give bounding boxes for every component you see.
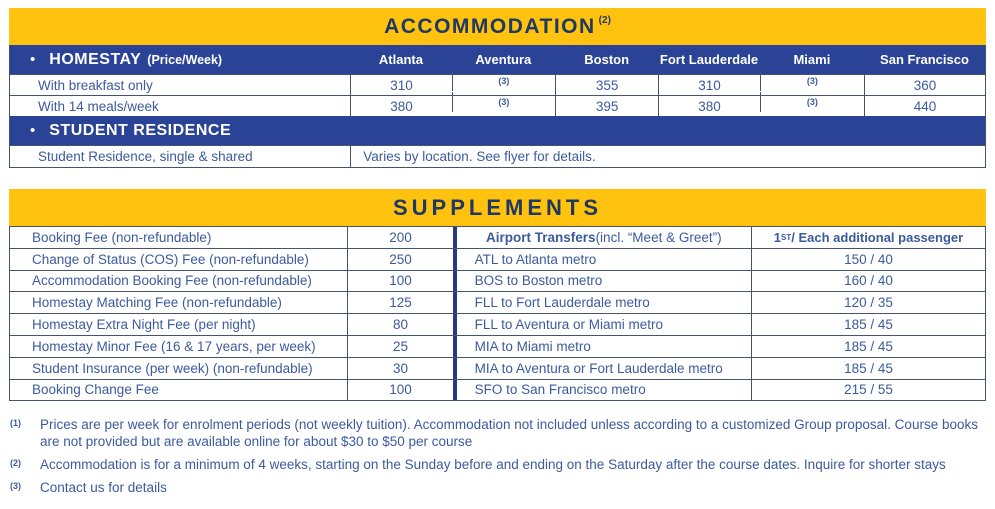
fee-label: Homestay Matching Fee (non-refundable) [32,295,282,311]
table-row [10,270,985,292]
footnote-ref-cell: (3) [452,92,555,112]
fee-label: Homestay Minor Fee (16 & 17 years, per week) [32,338,316,354]
row-label: Student Residence, single & shared [38,149,253,164]
footnote-marker: (1) [10,418,21,429]
transfer-label: MIA to Miami metro [453,336,751,357]
student-residence-title: STUDENT RESIDENCE [49,121,232,139]
price-list-document [9,8,986,496]
supplements-title: SUPPLEMENTS [392,194,603,220]
fee-label: Student Insurance (per week) (non-refundable) [32,360,313,376]
accommodation-title-bar [9,8,986,45]
transfer-price-header: 1 ST / Each additional passenger [751,227,985,248]
transfer-price: 185 / 45 [751,358,985,379]
homestay-header-row [10,45,985,74]
price-cell: 355 [555,75,658,95]
table-row [10,145,985,167]
price-cell: 310 [350,75,451,95]
footnote-ref-cell: (3) [452,71,555,91]
transfer-price: 120 / 35 [751,292,985,313]
table-row [10,248,985,270]
city-header-miami: Miami [793,52,831,67]
city-header-san-francisco: San Francisco [880,52,969,67]
price-cell: 440 [864,96,985,116]
fee-value: 100 [347,271,452,292]
footnote-ref-cell: (3) [760,92,864,112]
transfer-label: MIA to Aventura or Fort Lauderdale metro [453,358,751,379]
table-row [10,313,985,335]
residence-value-cell: Varies by location. See flyer for details. [350,146,985,167]
footnotes [9,416,986,496]
transfer-label: BOS to Boston metro [453,271,751,292]
city-header-atlanta: Atlanta [378,52,423,67]
fee-label: Homestay Extra Night Fee (per night) [32,317,256,333]
row-label: With 14 meals/week [38,98,159,114]
price-cell: 360 [864,75,985,95]
accommodation-title-footnote-ref: (2) [598,15,611,26]
fee-value: 80 [347,314,452,335]
table-row [10,95,985,116]
fee-value: 250 [347,249,452,270]
transfer-label: SFO to San Francisco metro [453,380,751,401]
homestay-title-suffix: (Price/Week) [147,52,223,67]
row-label: With breakfast only [38,77,153,93]
homestay-title: HOMESTAY [49,50,142,68]
price-cell: 395 [555,96,658,116]
transfer-price: 185 / 45 [751,336,985,357]
transfer-price: 185 / 45 [751,314,985,335]
bullet-icon: • [30,51,36,68]
bullet-icon: • [30,122,36,139]
table-row [10,357,985,379]
footnote-marker: (3) [10,481,21,492]
fee-label: Change of Status (COS) Fee (non-refundable) [32,251,309,267]
fee-value: 200 [347,227,452,248]
price-cell: 380 [350,96,451,116]
city-header-boston: Boston [584,52,630,67]
footnote [10,479,986,496]
fee-label: Accommodation Booking Fee (non-refundable) [32,273,312,289]
supplements-table [9,226,986,401]
accommodation-title: ACCOMMODATION [384,14,596,38]
transfer-label: FLL to Fort Lauderdale metro [453,292,751,313]
footnote [10,456,986,473]
transfer-price: 160 / 40 [751,271,985,292]
transfer-label: FLL to Aventura or Miami metro [453,314,751,335]
fee-value: 125 [347,292,452,313]
airport-transfers-header: Airport Transfers (incl. “Meet & Greet”) [453,227,751,248]
supplements-title-bar [9,189,986,226]
transfer-label: ATL to Atlanta metro [453,249,751,270]
fee-value: 100 [347,380,452,401]
transfer-price: 150 / 40 [751,249,985,270]
homestay-section-label [10,51,350,69]
city-header-aventura: Aventura [475,52,532,67]
footnote-text: Prices are per week for enrolment periods (not weekly tuition). Accommodation not included unless according to a customized Group proposal. Course books are not provided but are available online for about $30 to $50 per course [40,417,978,450]
price-cell: 380 [658,96,759,116]
fee-label: Booking Fee (non-refundable) [32,229,212,245]
section-gap [9,168,986,189]
student-residence-header-row [10,116,985,145]
fee-value: 25 [347,336,452,357]
city-header-fort-lauderdale: Fort Lauderdale [659,52,759,67]
footnote-text: Contact us for details [40,480,167,496]
footnote-marker: (2) [10,458,21,469]
transfer-price: 215 / 55 [751,380,985,401]
table-row [10,226,985,248]
table-row [10,335,985,357]
accommodation-table [9,45,986,168]
price-cell: 310 [658,75,759,95]
table-row [10,379,985,401]
fee-value: 30 [347,358,452,379]
footnote [10,416,986,450]
footnote-text: Accommodation is for a minimum of 4 weeks, starting on the Sunday before and ending on the Saturday after the course dates. Inquire for shorter stays [40,457,946,473]
footnote-ref-cell: (3) [760,71,864,91]
table-row [10,291,985,313]
fee-label: Booking Change Fee [32,382,159,398]
